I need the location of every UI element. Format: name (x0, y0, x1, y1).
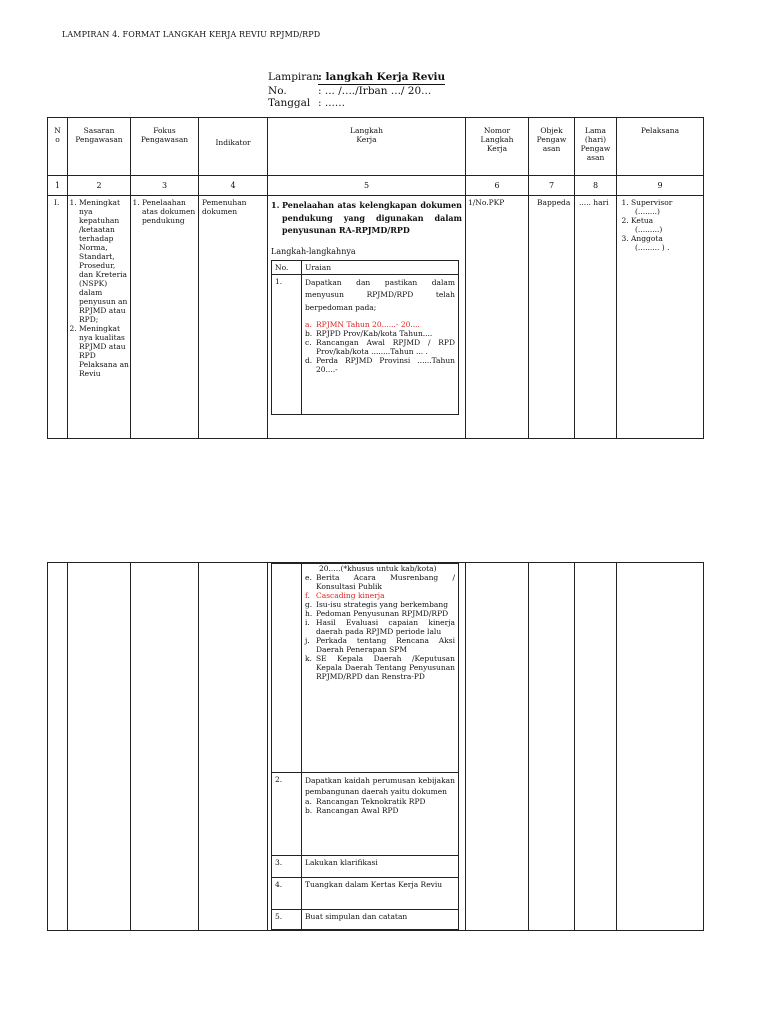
lama-cell: ..... hari (575, 196, 617, 439)
fokus-item: 1. Penelaahan atas dokumen pendukung (142, 198, 196, 225)
sub-item: c. Rancangan Awal RPJMD / RPD Prov/kab/kota ........Tahun ... . (305, 338, 455, 356)
pelaksana-item: 3. Anggota (......... ) . (631, 234, 701, 252)
pelaksana-item: 1. Supervisor (........) (631, 198, 701, 216)
sub-item: b. RPJPD Prov/Kab/kota Tahun.... (305, 329, 433, 338)
step-row (272, 878, 459, 910)
steps-table (271, 563, 459, 930)
step-text: Dapatkan dan pastikan dalam menyusun RPJMD/RPD telah berpedoman pada; (305, 277, 455, 312)
step-number: 2. (272, 773, 302, 856)
col-number: 8 (575, 176, 617, 196)
col-number: 7 (529, 176, 575, 196)
langkah-langkah-label: Langkah-langkahnya (271, 246, 356, 256)
col-number: 3 (131, 176, 199, 196)
step-text: Tuangkan dalam Kertas Kerja Reviu (302, 878, 459, 910)
col-head-objek: Objek Pengaw asan (529, 118, 575, 176)
pelaksana-cell (617, 196, 704, 439)
sub-item: h. Pedoman Penyusunan RPJMD/RPD (305, 609, 449, 618)
tanggal-value: : ...... (318, 97, 345, 109)
nomor-cell: 1/No.PKP (466, 196, 529, 439)
sub-item: e. Berita Acara Musrenbang / Konsultasi Publik (305, 573, 455, 591)
steps-head-uraian: Uraian (302, 260, 459, 274)
step-text: Lakukan klarifikasi (302, 856, 459, 878)
empty-cell (575, 563, 617, 931)
work-steps-table-continued (47, 562, 704, 931)
table-row (48, 563, 704, 931)
objek-cell: Bappeda (529, 196, 575, 439)
fokus-cell (131, 196, 199, 439)
no-label: No. (268, 84, 287, 97)
col-number: 2 (68, 176, 131, 196)
col-head-fokus: Fokus Pengawasan (131, 118, 199, 176)
step-text: Buat simpulan dan catatan (302, 910, 459, 930)
sasaran-cell (68, 196, 131, 439)
step-number (272, 564, 302, 773)
step-row (272, 773, 459, 856)
step-number: 3. (272, 856, 302, 878)
step-continuation: 20.....(*khusus untuk kab/kota) (319, 564, 437, 573)
steps-head-no: No. (272, 260, 302, 274)
col-head-pelaksana: Pelaksana (617, 118, 704, 176)
col-number: 9 (617, 176, 704, 196)
column-number-row (48, 176, 704, 196)
table-row (48, 196, 704, 439)
empty-cell (131, 563, 199, 931)
col-head-indikator: Indikator (199, 118, 268, 176)
empty-cell (617, 563, 704, 931)
step-number: 1. (272, 274, 302, 414)
empty-cell (199, 563, 268, 931)
sub-item: d. Perda RPJMD Provinsi ......Tahun 20....- (305, 356, 455, 374)
sub-item: f. Cascading kinerja (305, 591, 385, 600)
step-row (272, 564, 459, 773)
tanggal-label: Tanggal (268, 97, 311, 109)
langkah-cell (268, 563, 466, 931)
langkah-cell (268, 196, 466, 439)
sub-item: g. Isu-isu strategis yang berkembang (305, 600, 448, 609)
empty-cell (466, 563, 529, 931)
col-number: 5 (268, 176, 466, 196)
work-steps-table (47, 117, 704, 439)
step-number: 4. (272, 878, 302, 910)
sub-item: a. Rancangan Teknokratik RPD (305, 797, 426, 806)
indikator-cell: Pemenuhan dokumen (199, 196, 268, 439)
langkah-main: 1. Penelaahan atas kelengkapan dokumen pendukung yang digunakan dalam penyusunan RA-RPJMD/RPD (271, 200, 462, 235)
steps-table (271, 260, 459, 415)
col-number: 6 (466, 176, 529, 196)
step-sublist (305, 320, 455, 374)
sasaran-item: 2. Meningkat nya kualitas RPJMD atau RPD Pelaksana an Reviu (79, 324, 130, 378)
col-number: 1 (48, 176, 68, 196)
step-row (272, 274, 459, 414)
pelaksana-item: 2. Ketua (.........) (631, 216, 701, 234)
sub-item: k. SE Kepala Daerah /Keputusan Kepala Daerah Tentang Penyusunan RPJMD/RPD dan Renstra-PD (305, 654, 455, 681)
no-value: : ... /..../Irban .../ 20... (318, 84, 432, 97)
sub-item: i. Hasil Evaluasi capaian kinerja daerah pada RPJMD periode lalu (305, 618, 455, 636)
sub-item: j. Perkada tentang Rencana Aksi Daerah Penerapan SPM (305, 636, 455, 654)
table-header-row (48, 118, 704, 176)
sub-item: a. RPJMN Tahun 20......- 20.... (305, 320, 420, 329)
col-head-lama: Lama (hari) Pengaw asan (575, 118, 617, 176)
lampiran-value: : langkah Kerja Reviu (318, 71, 446, 83)
col-head-sasaran: Sasaran Pengawasan (68, 118, 131, 176)
document-title: LAMPIRAN 4. FORMAT LANGKAH KERJA REVIU RPJMD/RPD (62, 30, 321, 39)
empty-cell (68, 563, 131, 931)
step-content (302, 773, 459, 856)
step-row (272, 856, 459, 878)
col-head-langkah: Langkah Kerja (268, 118, 466, 176)
sub-item: b. Rancangan Awal RPD (305, 806, 399, 815)
step-text: Dapatkan kaidah perumusan kebijakan pembangunan daerah yaitu dokumen (305, 776, 455, 796)
col-head-no: N o (48, 118, 68, 176)
col-number: 4 (199, 176, 268, 196)
row-no: I. (48, 196, 68, 439)
lampiran-header (268, 71, 468, 110)
step-content (302, 274, 459, 414)
sasaran-item: 1. Meningkat nya kepatuhan /ketaatan terhadap Norma, Standart, Prosedur, dan Kreteria (NSPK) dalam penyusun an RPJMD atau RPD; (79, 198, 130, 324)
step-row (272, 910, 459, 930)
lampiran-label: Lampiran (268, 71, 320, 83)
empty-cell (529, 563, 575, 931)
empty-cell (48, 563, 68, 931)
col-head-nomor: Nomor Langkah Kerja (466, 118, 529, 176)
step-content (302, 564, 459, 773)
step-number: 5. (272, 910, 302, 930)
